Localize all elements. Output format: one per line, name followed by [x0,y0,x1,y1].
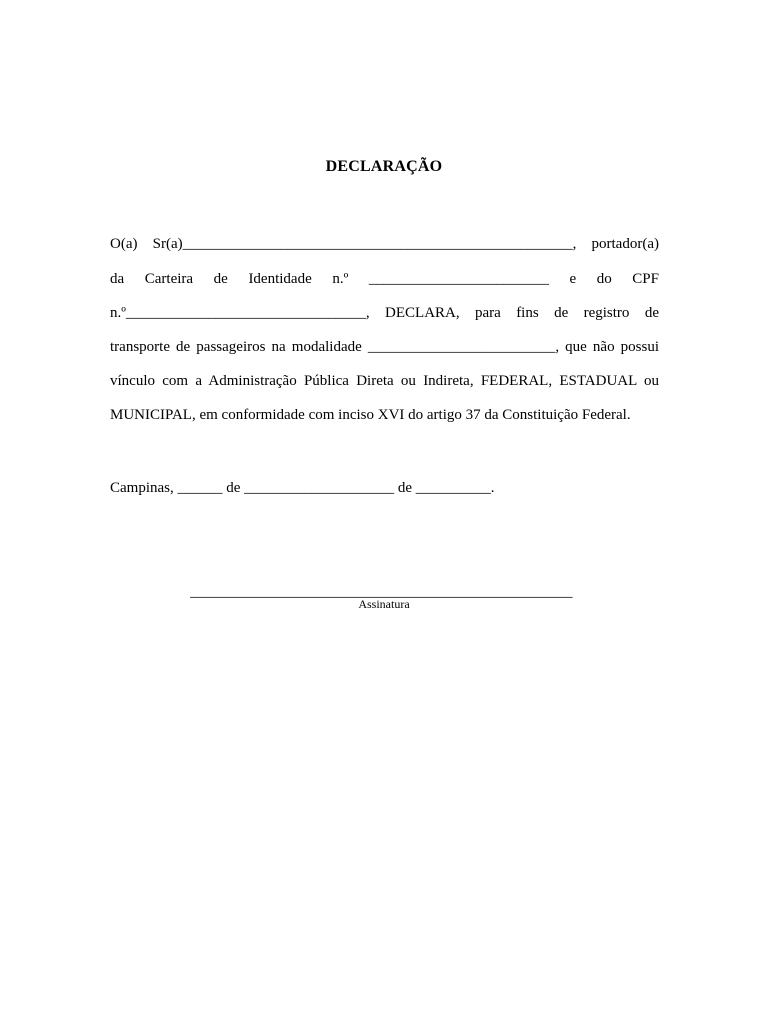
word: de [644,305,659,321]
line-text: MUNICIPAL, em conformidade com inciso XVI do artigo 37 da Constituição Federal. [110,407,631,423]
word: O(a) [110,236,138,252]
word: portador(a) [591,236,659,252]
word: para [475,305,501,321]
word: do [596,271,612,287]
paragraph-line-3 [110,303,659,323]
word: Identidade [248,271,312,287]
place-date-line: Campinas, ______ de ____________________ de __________. [110,480,495,496]
word: e [569,271,577,287]
word: de [554,305,569,321]
word: fins [516,305,539,321]
paragraph-line-1 [110,234,659,254]
id-number-blank: ________________________ [368,271,549,287]
word: da [110,271,125,287]
document-title: DECLARAÇÃO [325,158,443,175]
line-text: vínculo com a Administração Pública Direta ou Indireta, FEDERAL, ESTADUAL ou [110,373,659,389]
paragraph-line-4 [110,337,659,357]
word: CPF [632,271,659,287]
word: registro [583,305,630,321]
paragraph-line-5 [110,371,659,391]
word: DECLARA, [385,305,460,321]
word: n.º [332,271,349,287]
paragraph-line-2 [110,269,659,289]
line-text: transporte de passageiros na modalidade _________________________, que não possui [110,339,659,355]
cpf-blank: n.º________________________________, [110,305,370,321]
signature-line: ___________________________________________________ [190,584,573,600]
paragraph-line-6 [110,405,659,425]
signature-label: Assinatura [358,597,410,611]
word: Carteira [144,271,194,287]
name-blank: Sr(a)____________________________________________________, [152,236,577,252]
word: de [213,271,228,287]
